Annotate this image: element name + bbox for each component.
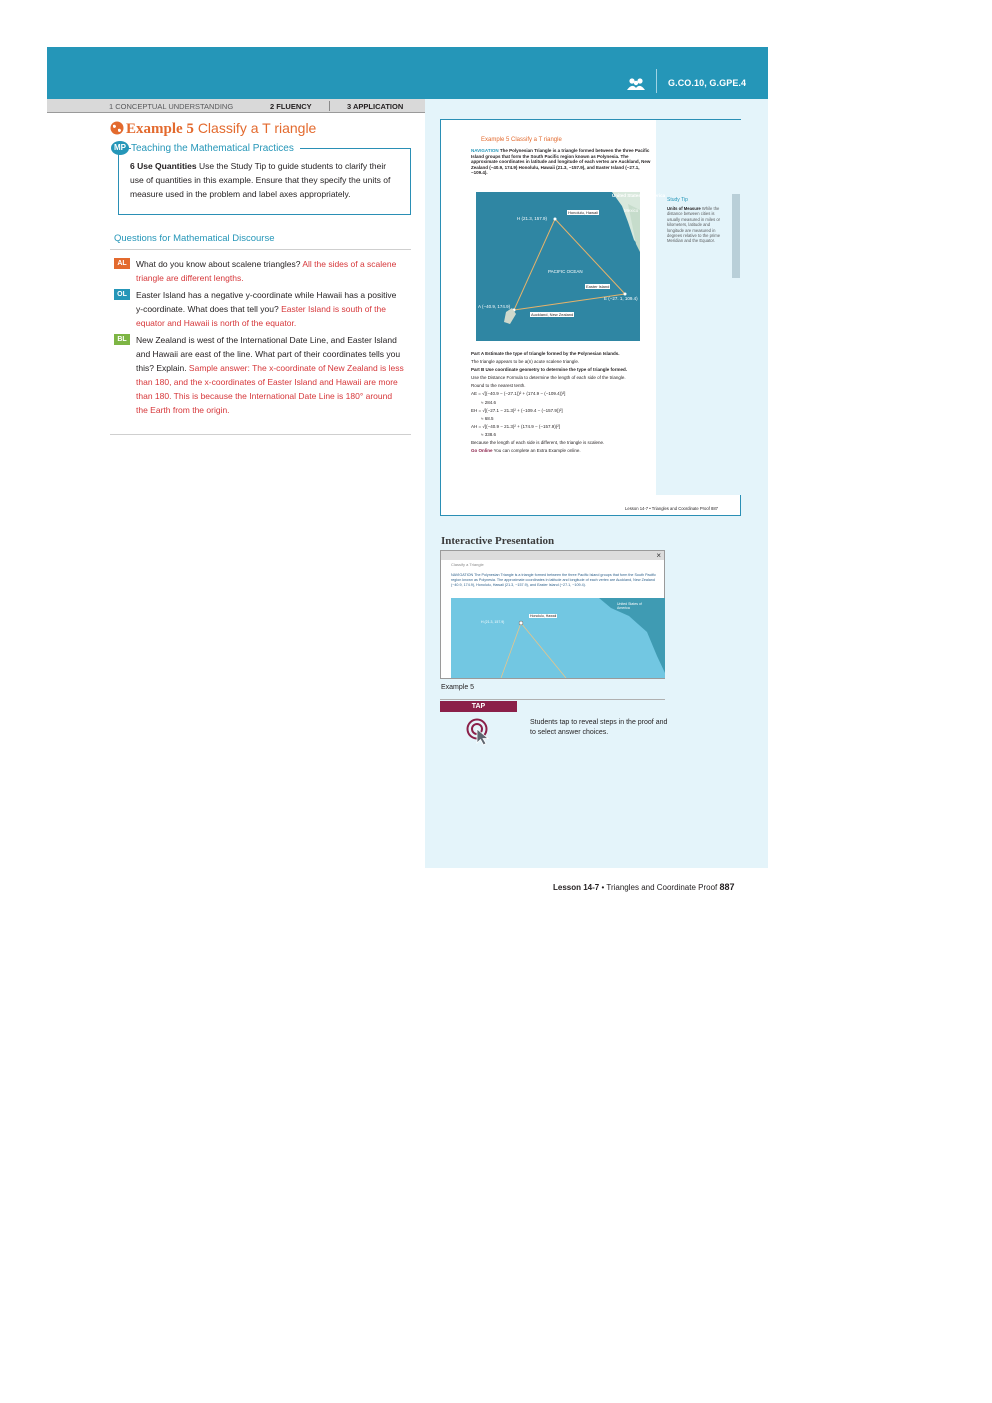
tab-fluency: 2 FLUENCY [270,102,312,111]
result-ae: ≈ 284.6 [481,399,496,405]
screen-title: Classify a Triangle [451,562,484,567]
tap-tag: TAP [440,701,517,712]
screen-prompt [451,573,661,595]
student-page-thumbnail [440,119,741,516]
screen-titlebar [441,551,664,560]
place-auckland: Auckland, New Zealand [531,312,574,317]
practice-lead: 6 Use Quantities [130,161,197,171]
answer-text: All the sides of a scalene triangle are different lengths. [136,259,397,283]
level-badge-al: AL [114,258,130,269]
question-text: Easter Island has a negative y-coordinate while Hawaii has a positive y-coordinate. What does that tell you? [136,290,397,314]
study-tip-title: Study Tip [667,197,688,203]
discourse-heading: Questions for Mathematical Discourse [114,233,275,244]
answer-text: Sample answer: The x-coordinate of New Zealand is less than 180, and the x-coordinates of Easter Island and Hawaii are more than 180. This is because the International Date Line is 180° around the Earth from the origin. [136,363,404,415]
question-text: What do you know about scalene triangles? [136,259,303,269]
question-ol [114,288,404,330]
interactive-caption: Example 5 [441,684,475,691]
equation-ah: AH = √[(−40.9 − 21.3)² + (174.9 − (−157.9))²] [471,423,561,429]
interactive-heading: Interactive Presentation [441,535,555,547]
screen-prompt-text: NAVIGATION The Polynesian Triangle is a triangle formed between the three Pacific Island groups that form the South Pacific region known as Polynesia. The approximate coordinates in latitude and longitude of each vertex are Auckland, New Zealand (−40.9, 174.9), Honolulu, Hawaii (21.3, −157.9), and Easter Island (−27.1, −109.4). [451,573,656,587]
result-ah: ≈ 338.6 [481,431,496,437]
example-title [110,120,316,138]
screen-vertex-h: H (21.3, 157.9) [481,620,505,624]
map-graphic [476,192,640,341]
tap-description: Students tap to reveal steps in the proof and to select answer choices. [530,719,668,736]
vertex-e-label: E (−27. 1, 109.4) [604,296,638,301]
level-badge-bl: BL [114,334,130,345]
vertex-a-label: A (−40.9, 174.9) [478,304,511,309]
map-label-ocean: PACIFIC OCEAN [548,269,583,274]
thumb-intro [471,148,651,176]
study-tip-column [656,120,741,495]
part-a: Part A Estimate the type of triangle formed by the Polynesian Islands. [471,351,620,356]
conclusion: Because the length of each side is different, the triangle is scalene. [471,440,605,446]
go-online-label: Go Online [471,448,493,454]
map-label-mexico: Mexico [624,208,639,213]
footer-sep: • [599,883,607,892]
tip-text: While the distance between cities is usually measured in miles or kilometers, latitude and longitude are measured in degrees relative to the prime Meridian and the Equator. [667,206,721,244]
page-footer [553,882,735,892]
result-eh: ≈ 68.5 [481,415,494,421]
tab-application: 3 APPLICATION [347,102,404,111]
banner-divider [656,69,657,93]
thumb-example-title: Example 5 Classify a T riangle [481,137,562,143]
discourse-rule-top [110,249,411,250]
equation-eh: EH = √[(−27.1 − 21.3)² + (−109.4 − (−157.9))²] [471,407,563,413]
example-name: Classify a T riangle [197,120,317,136]
screen-map [451,598,665,678]
footer-title: Triangles and Coordinate Proof [606,883,720,892]
header-banner [47,47,768,99]
tab-conceptual: 1 CONCEPTUAL UNDERSTANDING [109,102,234,111]
question-al [114,257,404,285]
mp-badge: MP [111,141,129,155]
study-tip-body [667,206,727,244]
go-online-text: You can complete an Extra Example online. [492,448,581,454]
collaboration-icon [627,77,645,91]
place-honolulu: Honolulu, Hawaii [568,210,599,215]
study-tip-scrollbar [732,194,740,278]
nav-label: NAVIGATION [471,148,499,153]
vertex-h-label: H (21.3, 157.9) [517,216,548,221]
thumb-body [471,351,653,456]
math-practices-text [130,159,402,201]
answer-text: Easter Island is south of the equator and Hawaii is north of the equator. [136,304,386,328]
standards-code: G.CO.10, G.GPE.4 [668,78,747,88]
math-practices-heading: Teaching the Mathematical Practices [131,143,300,154]
thumb-footer: Lesson 14-7 • Triangles and Coordinate Proof 887 [625,506,718,511]
equation-ae: AE = √[(−40.9 − (−27.1))² + (174.9 − (−109.4))²] [471,391,566,397]
tab-rule [47,112,425,113]
footer-lesson: Lesson 14-7 [553,883,600,892]
screen-place-honolulu: Honolulu, Hawaii [530,614,557,618]
page-number: 887 [719,882,735,892]
interactive-screenshot [440,550,665,679]
example-label: Example 5 [126,121,194,137]
progression-tabs [47,99,425,113]
question-bl [114,333,404,417]
interactive-rule [440,699,665,700]
polynesian-triangle-map [476,192,666,341]
intro-text: The Polynesian Triangle is a triangle formed between the three Pacific Island groups that form the South Pacific region known as Polynesia. The approximate coordinates in latitude and longitude of each vertex are Auckland, New Zealand (−40.9, 174.9) Honolulu, Hawaii (21.3, −157.9), and Easter Island (−27.1, −109.4). [471,148,651,176]
screen-label-us: United States of America [617,602,642,610]
tip-lead: Units of Measure [667,206,701,211]
part-b: Part B Use coordinate geometry to determine the type of triangle formed. [471,367,628,373]
globe-icon [110,121,124,135]
part-b-text: Use the Distance Formula to determine the length of each side of the triangle. [471,375,626,381]
screen-map-graphic [451,598,665,678]
question-text: New Zealand is west of the International Date Line, and Easter Island and Hawaii are east of the line. What part of their coordinates tells you this? Explain. [136,335,401,373]
part-a-answer: The triangle appears to be a(n) acute scalene triangle. [471,359,580,365]
tab-divider [329,101,330,111]
tap-icon [466,718,492,746]
level-badge-ol: OL [114,289,130,300]
close-icon[interactable]: × [656,551,661,560]
place-easter-island: Easter Island [586,284,610,289]
map-label-us: United States of America [612,193,666,198]
discourse-rule-bottom [110,434,411,435]
round-note: Round to the nearest tenth. [471,383,526,389]
practice-body: Use the Study Tip to guide students to clarify their use of quantities in this example. Ensure that they specify the units of measure used in the problem and label axes appropriately. [130,161,391,199]
